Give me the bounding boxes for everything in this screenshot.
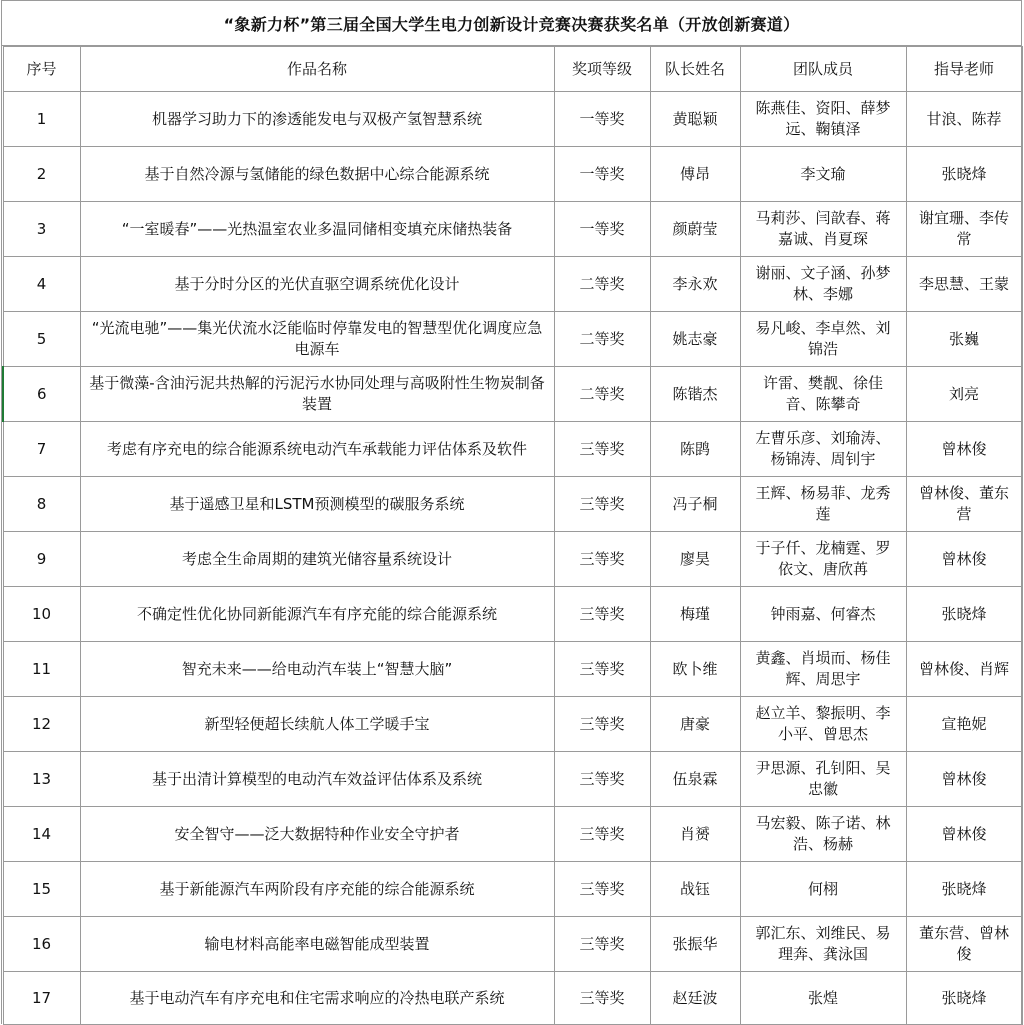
row-index: 17 (3, 972, 80, 1025)
table-body (3, 92, 1022, 1025)
row-index: 12 (3, 697, 80, 752)
advisor-name: 董东营、曾林俊 (906, 917, 1022, 972)
project-name: 智充未来——给电动汽车装上“智慧大脑” (80, 642, 554, 697)
team-members: 张煌 (740, 972, 906, 1025)
row-index: 14 (3, 807, 80, 862)
award-level: 三等奖 (554, 862, 650, 917)
table-row (3, 147, 1022, 202)
leader-name: 梅瑾 (650, 587, 740, 642)
row-index: 4 (3, 257, 80, 312)
advisor-name: 刘亮 (906, 367, 1022, 422)
row-index: 3 (3, 202, 80, 257)
team-members: 尹思源、孔钊阳、吴忠徽 (740, 752, 906, 807)
project-name: 机器学习助力下的渗透能发电与双极产氢智慧系统 (80, 92, 554, 147)
row-index: 8 (3, 477, 80, 532)
project-name: 基于微藻-含油污泥共热解的污泥污水协同处理与高吸附性生物炭制备装置 (80, 367, 554, 422)
row-index: 7 (3, 422, 80, 477)
award-level: 三等奖 (554, 422, 650, 477)
leader-name: 李永欢 (650, 257, 740, 312)
project-name: 不确定性优化协同新能源汽车有序充能的综合能源系统 (80, 587, 554, 642)
advisor-name: 曾林俊 (906, 422, 1022, 477)
leader-name: 姚志豪 (650, 312, 740, 367)
award-level: 三等奖 (554, 972, 650, 1025)
project-name: 考虑有序充电的综合能源系统电动汽车承载能力评估体系及软件 (80, 422, 554, 477)
project-name: 基于新能源汽车两阶段有序充能的综合能源系统 (80, 862, 554, 917)
leader-name: 黄聪颖 (650, 92, 740, 147)
leader-name: 傅昂 (650, 147, 740, 202)
row-index: 16 (3, 917, 80, 972)
team-members: 黄鑫、肖埙而、杨佳辉、周思宇 (740, 642, 906, 697)
header-advisor: 指导老师 (906, 47, 1022, 92)
award-level: 二等奖 (554, 257, 650, 312)
leader-name: 张振华 (650, 917, 740, 972)
award-level: 三等奖 (554, 752, 650, 807)
table-row (3, 972, 1022, 1025)
team-members: 左曹乐彦、刘瑜涛、杨锦涛、周钊宇 (740, 422, 906, 477)
team-members: 李文瑜 (740, 147, 906, 202)
team-members: 马宏毅、陈子诺、林浩、杨赫 (740, 807, 906, 862)
project-name: 基于电动汽车有序充电和住宅需求响应的冷热电联产系统 (80, 972, 554, 1025)
advisor-name: 曾林俊、肖辉 (906, 642, 1022, 697)
header-project: 作品名称 (80, 47, 554, 92)
advisor-name: 甘浪、陈荐 (906, 92, 1022, 147)
leader-name: 赵廷波 (650, 972, 740, 1025)
project-name: 基于出清计算模型的电动汽车效益评估体系及系统 (80, 752, 554, 807)
leader-name: 肖赟 (650, 807, 740, 862)
advisor-name: 张巍 (906, 312, 1022, 367)
row-index: 13 (3, 752, 80, 807)
table-row (3, 862, 1022, 917)
project-name: 基于遥感卫星和LSTM预测模型的碳服务系统 (80, 477, 554, 532)
row-index: 2 (3, 147, 80, 202)
award-level: 三等奖 (554, 642, 650, 697)
award-table (2, 46, 1023, 1025)
table-row (3, 532, 1022, 587)
row-index: 1 (3, 92, 80, 147)
header-index: 序号 (3, 47, 80, 92)
leader-name: 廖昊 (650, 532, 740, 587)
table-row (3, 587, 1022, 642)
table-row (3, 92, 1022, 147)
table-row (3, 752, 1022, 807)
advisor-name: 曾林俊 (906, 807, 1022, 862)
table-row (3, 202, 1022, 257)
advisor-name: 谢宜珊、李传常 (906, 202, 1022, 257)
award-level: 三等奖 (554, 917, 650, 972)
team-members: 于子仟、龙楠霆、罗依文、唐欣苒 (740, 532, 906, 587)
advisor-name: 张晓烽 (906, 147, 1022, 202)
row-index: 11 (3, 642, 80, 697)
award-level: 三等奖 (554, 807, 650, 862)
table-row (3, 807, 1022, 862)
row-index: 6 (3, 367, 80, 422)
row-index: 5 (3, 312, 80, 367)
project-name: 基于自然冷源与氢储能的绿色数据中心综合能源系统 (80, 147, 554, 202)
table-row (3, 312, 1022, 367)
table-row (3, 257, 1022, 312)
advisor-name: 曾林俊、董东营 (906, 477, 1022, 532)
header-members: 团队成员 (740, 47, 906, 92)
team-members: 赵立羊、黎振明、李小平、曾思杰 (740, 697, 906, 752)
team-members: 马莉莎、闫歆春、蒋嘉诚、肖夏琛 (740, 202, 906, 257)
row-index: 10 (3, 587, 80, 642)
project-name: 安全智守——泛大数据特种作业安全守护者 (80, 807, 554, 862)
leader-name: 欧卜维 (650, 642, 740, 697)
award-level: 三等奖 (554, 697, 650, 752)
row-index: 15 (3, 862, 80, 917)
table-row (3, 367, 1022, 422)
table-row (3, 697, 1022, 752)
row-index: 9 (3, 532, 80, 587)
table-row (3, 917, 1022, 972)
team-members: 王辉、杨易菲、龙秀莲 (740, 477, 906, 532)
award-level: 三等奖 (554, 477, 650, 532)
award-level: 一等奖 (554, 147, 650, 202)
project-name: 基于分时分区的光伏直驱空调系统优化设计 (80, 257, 554, 312)
award-level: 一等奖 (554, 202, 650, 257)
leader-name: 冯子桐 (650, 477, 740, 532)
award-level: 二等奖 (554, 312, 650, 367)
team-members: 何栩 (740, 862, 906, 917)
award-level: 一等奖 (554, 92, 650, 147)
award-level: 三等奖 (554, 587, 650, 642)
project-name: 考虑全生命周期的建筑光储容量系统设计 (80, 532, 554, 587)
team-members: 易凡峻、李卓然、刘锦浩 (740, 312, 906, 367)
table-row (3, 477, 1022, 532)
leader-name: 伍泉霖 (650, 752, 740, 807)
advisor-name: 曾林俊 (906, 752, 1022, 807)
project-name: 新型轻便超长续航人体工学暖手宝 (80, 697, 554, 752)
award-level: 二等奖 (554, 367, 650, 422)
advisor-name: 曾林俊 (906, 532, 1022, 587)
project-name: “一室暖春”——光热温室农业多温同储相变填充床储热装备 (80, 202, 554, 257)
team-members: 谢丽、文子涵、孙梦林、李娜 (740, 257, 906, 312)
leader-name: 战钰 (650, 862, 740, 917)
leader-name: 颜蔚莹 (650, 202, 740, 257)
header-award: 奖项等级 (554, 47, 650, 92)
table-row (3, 642, 1022, 697)
project-name: 输电材料高能率电磁智能成型装置 (80, 917, 554, 972)
team-members: 陈燕佳、资阳、薛梦远、鞠镇泽 (740, 92, 906, 147)
leader-name: 陈鹍 (650, 422, 740, 477)
advisor-name: 张晓烽 (906, 972, 1022, 1025)
header-leader: 队长姓名 (650, 47, 740, 92)
advisor-name: 张晓烽 (906, 587, 1022, 642)
team-members: 许雷、樊靓、徐佳音、陈攀奇 (740, 367, 906, 422)
advisor-name: 李思慧、王蒙 (906, 257, 1022, 312)
team-members: 郭汇东、刘维民、易理奔、龚泳国 (740, 917, 906, 972)
sheet-title: “象新力杯”第三届全国大学生电力创新设计竞赛决赛获奖名单（开放创新赛道） (2, 0, 1021, 46)
advisor-name: 张晓烽 (906, 862, 1022, 917)
advisor-name: 宣艳妮 (906, 697, 1022, 752)
award-list-sheet (1, 0, 1022, 1024)
table-row (3, 422, 1022, 477)
leader-name: 陈锴杰 (650, 367, 740, 422)
project-name: “光流电驰”——集光伏流水泛能临时停靠发电的智慧型优化调度应急电源车 (80, 312, 554, 367)
leader-name: 唐豪 (650, 697, 740, 752)
team-members: 钟雨嘉、何睿杰 (740, 587, 906, 642)
header-row (3, 47, 1022, 92)
award-level: 三等奖 (554, 532, 650, 587)
